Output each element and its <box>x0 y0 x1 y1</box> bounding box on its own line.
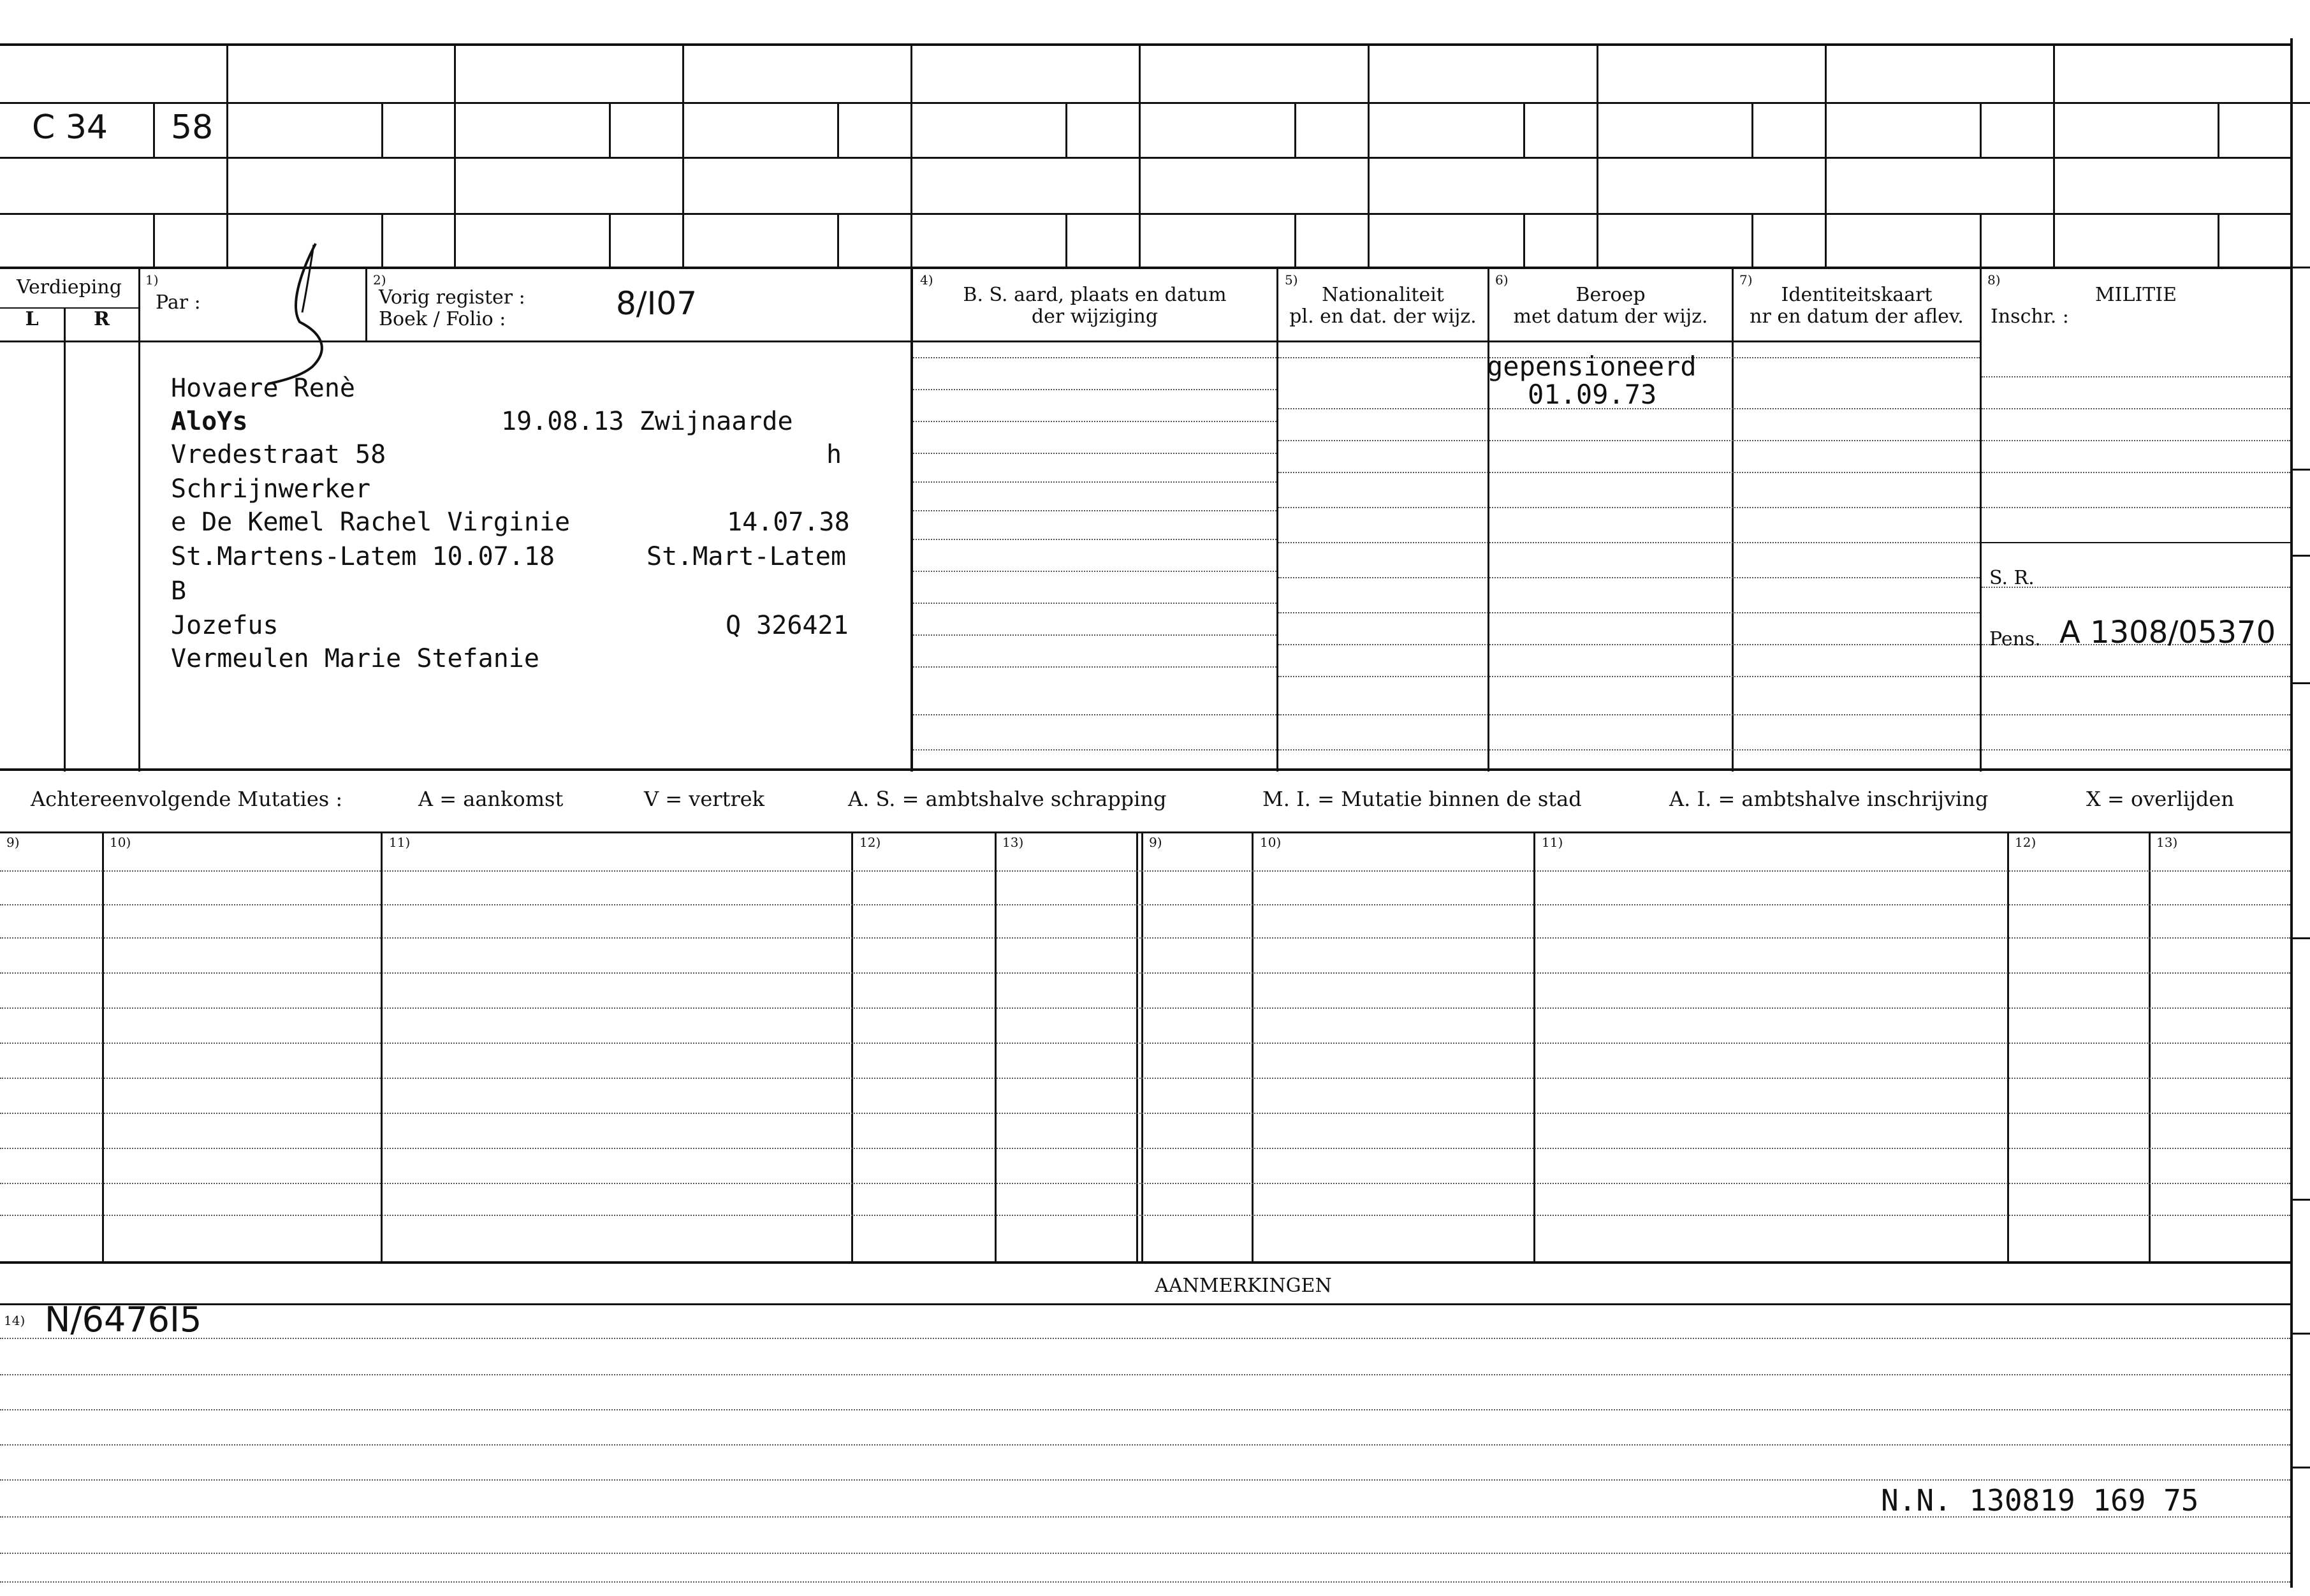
grid-line <box>0 157 2292 159</box>
bs-header-line2: der wijziging <box>1031 305 1159 328</box>
col-line <box>381 833 383 1263</box>
dotted-ruling <box>1982 714 2290 715</box>
dotted-ruling <box>1278 644 1980 645</box>
l-label: L <box>25 308 39 330</box>
grid-line <box>837 214 839 268</box>
beroep-entry-line2: 01.09.73 <box>1528 379 1657 410</box>
nationaliteit-header-line1: Nationaliteit <box>1322 284 1444 306</box>
dotted-ruling <box>0 972 2290 974</box>
col-line <box>1141 833 1143 1263</box>
col-line <box>851 833 853 1263</box>
col-line <box>138 268 140 772</box>
person-occupation: Schrijnwerker <box>171 474 371 504</box>
grid-line <box>0 213 2292 215</box>
national-number: N.N. 130819 169 75 <box>1881 1483 2199 1518</box>
dotted-ruling <box>0 1148 2290 1149</box>
dotted-ruling <box>0 1007 2290 1009</box>
grid-line <box>2218 103 2219 158</box>
verdieping-label: Verdieping <box>17 276 122 298</box>
id-header-line2: nr en datum der aflev. <box>1750 305 1964 328</box>
edge-tick <box>2293 1467 2310 1468</box>
grid-line <box>0 102 2292 104</box>
legend-overlijden: X = overlijden <box>2086 787 2234 811</box>
dotted-ruling <box>0 1479 2290 1481</box>
dotted-ruling <box>0 1553 2290 1554</box>
grid-line <box>837 103 839 158</box>
dotted-ruling <box>1278 472 1980 473</box>
dotted-ruling <box>913 357 1276 358</box>
dotted-ruling <box>1982 676 2290 677</box>
dotted-ruling <box>1278 749 1980 750</box>
col-line <box>1276 268 1278 772</box>
dotted-ruling <box>913 571 1276 572</box>
grid-line <box>1751 214 1753 268</box>
dotted-ruling <box>1982 376 2290 377</box>
grid-line <box>1065 103 1067 158</box>
col-line <box>64 307 66 772</box>
legend-aankomst: A = aankomst <box>418 787 564 811</box>
mutatie-col-number: 13) <box>1002 835 1024 850</box>
militie-divider <box>1982 542 2292 543</box>
par-label: Par : <box>156 291 201 314</box>
field-number: 1) <box>145 272 159 288</box>
dotted-ruling <box>913 389 1276 390</box>
dotted-ruling <box>0 904 2290 905</box>
dotted-ruling <box>0 1183 2290 1184</box>
col-line <box>2007 833 2009 1263</box>
col-line <box>995 833 997 1263</box>
edge-tick <box>2293 555 2310 557</box>
aanmerkingen-entry: N/6476I5 <box>45 1299 202 1340</box>
grid-line <box>1980 214 1982 268</box>
sr-label: S. R. <box>1989 567 2035 589</box>
dotted-ruling <box>0 1338 2290 1339</box>
beroep-header-line1: Beroep <box>1575 284 1646 306</box>
edge-tick <box>2293 1333 2310 1335</box>
dotted-ruling <box>1278 577 1980 578</box>
aanmerkingen-title: AANMERKINGEN <box>1155 1275 1332 1297</box>
grid-line <box>454 45 456 268</box>
person-spouse-birth: St.Martens-Latem 10.07.18 <box>171 542 555 571</box>
grid-line <box>609 214 611 268</box>
grid-line <box>1523 103 1525 158</box>
edge-tick <box>2293 267 2310 268</box>
legend-ambtshalve-inschrijving: A. I. = ambtshalve inschrijving <box>1669 787 1989 811</box>
col-line <box>1488 268 1489 772</box>
r-label: R <box>94 308 110 330</box>
person-name: Hovaere Renè <box>171 374 355 403</box>
mutatie-col-number: 11) <box>389 835 411 850</box>
grid-line <box>682 45 684 268</box>
edge-tick <box>2293 469 2310 471</box>
grid-line <box>1368 45 1370 268</box>
grid-line <box>2053 45 2055 268</box>
dotted-ruling <box>0 1374 2290 1375</box>
mutatie-col-number: 12) <box>859 835 881 850</box>
top-border <box>0 43 2292 46</box>
field-number: 5) <box>1285 272 1298 288</box>
dotted-ruling <box>1982 749 2290 750</box>
person-id-number: Q 326421 <box>726 611 849 640</box>
field-number: 14) <box>4 1313 26 1328</box>
boek-folio-label: Boek / Folio : <box>379 308 506 330</box>
beroep-entry-line1: gepensioneerd <box>1487 351 1697 382</box>
person-marriage-date: 14.07.38 <box>727 508 850 537</box>
person-firstname: AloYs <box>171 407 248 436</box>
dotted-ruling <box>1982 507 2290 508</box>
mutatie-col-number: 13) <box>2156 835 2178 850</box>
grid-line <box>153 103 155 158</box>
legend-vertrek: V = vertrek <box>644 787 765 811</box>
mutatie-col-number: 9) <box>1149 835 1162 850</box>
col-line <box>365 268 367 342</box>
col-line <box>102 833 104 1263</box>
dotted-ruling <box>0 1581 2290 1583</box>
dotted-ruling <box>1982 472 2290 473</box>
mutaties-bottom-line <box>0 1261 2292 1264</box>
dotted-ruling <box>0 1444 2290 1446</box>
main-area-bottom-line <box>0 768 2292 771</box>
dotted-ruling <box>1278 542 1980 543</box>
nationaliteit-header-line2: pl. en dat. der wijz. <box>1289 305 1477 328</box>
grid-line <box>381 103 383 158</box>
dotted-ruling <box>913 481 1276 483</box>
dotted-ruling <box>1278 507 1980 508</box>
id-header-line1: Identiteitskaart <box>1781 284 1933 306</box>
dotted-ruling <box>0 1409 2290 1410</box>
field-number: 6) <box>1495 272 1509 288</box>
mutatie-col-number: 10) <box>1260 835 1282 850</box>
grid-line <box>609 103 611 158</box>
block-code: C 34 <box>32 108 108 147</box>
grid-line <box>1139 45 1141 268</box>
dotted-ruling <box>913 634 1276 636</box>
dotted-ruling <box>913 539 1276 540</box>
col-line <box>1136 833 1138 1263</box>
person-spouse-birth-place: St.Mart-Latem <box>647 542 847 571</box>
col-line <box>1732 268 1734 772</box>
grid-line <box>1294 103 1296 158</box>
dotted-ruling <box>0 1215 2290 1216</box>
beroep-header-line2: met datum der wijz. <box>1513 305 1708 328</box>
mutatie-col-number: 12) <box>2015 835 2036 850</box>
edge-tick <box>2293 937 2310 939</box>
right-border <box>2290 38 2293 1588</box>
dotted-ruling <box>1982 408 2290 409</box>
dotted-ruling <box>1278 676 1980 677</box>
aanmerkingen-top-line <box>0 1303 2292 1305</box>
inschr-label: Inschr. : <box>1991 305 2069 328</box>
grid-line <box>1294 214 1296 268</box>
legend-ambtshalve-schrapping: A. S. = ambtshalve schrapping <box>848 787 1167 811</box>
legend-mutatie-binnen-stad: M. I. = Mutatie binnen de stad <box>1262 787 1582 811</box>
grid-line <box>381 214 383 268</box>
par-scribble-mark <box>255 236 357 389</box>
dotted-ruling <box>1278 612 1980 613</box>
dotted-ruling <box>913 453 1276 454</box>
dotted-ruling <box>913 603 1276 604</box>
militie-header: MILITIE <box>2094 284 2177 306</box>
dotted-ruling <box>913 749 1276 750</box>
field-number: 4) <box>920 272 933 288</box>
mutaties-top-line <box>0 831 2292 833</box>
grid-line <box>153 214 155 268</box>
col-line <box>1252 833 1254 1263</box>
dotted-ruling <box>913 421 1276 422</box>
person-h: h <box>826 440 842 469</box>
dotted-ruling <box>1982 440 2290 441</box>
vorig-register-label: Vorig register : <box>379 286 525 309</box>
dotted-ruling <box>0 1113 2290 1114</box>
field-number: 2) <box>373 272 386 288</box>
edge-tick <box>2293 682 2310 684</box>
pens-value: A 1308/05370 <box>2059 615 2276 650</box>
vorig-register-value: 8/I07 <box>616 285 698 322</box>
dotted-ruling <box>913 714 1276 715</box>
dotted-ruling <box>0 870 2290 872</box>
dotted-ruling <box>1278 440 1980 441</box>
mutatie-col-number: 9) <box>6 835 20 850</box>
mutatie-col-number: 11) <box>1542 835 1563 850</box>
col-line <box>1533 833 1535 1263</box>
dotted-ruling <box>0 1043 2290 1044</box>
grid-line <box>1751 103 1753 158</box>
dotted-ruling <box>0 1078 2290 1079</box>
field-number: 7) <box>1739 272 1753 288</box>
col-line <box>2149 833 2151 1263</box>
dotted-ruling <box>913 666 1276 668</box>
grid-line <box>910 45 912 268</box>
grid-line <box>1825 45 1827 268</box>
grid-line <box>1065 214 1067 268</box>
bs-header-line1: B. S. aard, plaats en datum <box>963 284 1227 306</box>
col-line <box>1980 268 1982 772</box>
pens-label: Pens. <box>1989 628 2041 650</box>
person-spouse: e De Kemel Rachel Virginie <box>171 508 571 537</box>
mutatie-col-number: 10) <box>110 835 131 850</box>
person-b: B <box>171 576 187 606</box>
grid-line <box>226 45 228 268</box>
person-address: Vredestraat 58 <box>171 440 386 469</box>
dotted-ruling <box>1278 714 1980 715</box>
house-number: 58 <box>171 108 214 147</box>
grid-line <box>1523 214 1525 268</box>
grid-line <box>2218 214 2219 268</box>
edge-tick <box>2293 102 2310 104</box>
person-birth: 19.08.13 Zwijnaarde <box>501 407 793 436</box>
dotted-ruling <box>0 937 2290 939</box>
grid-line <box>1980 103 1982 158</box>
mutaties-title: Achtereenvolgende Mutaties : <box>31 787 343 811</box>
grid-line <box>1597 45 1598 268</box>
person-father: Jozefus <box>171 611 279 640</box>
edge-tick <box>2293 1199 2310 1201</box>
col-line <box>910 268 913 772</box>
dotted-ruling <box>913 510 1276 511</box>
person-mother: Vermeulen Marie Stefanie <box>171 644 539 673</box>
field-number: 8) <box>1987 272 2001 288</box>
